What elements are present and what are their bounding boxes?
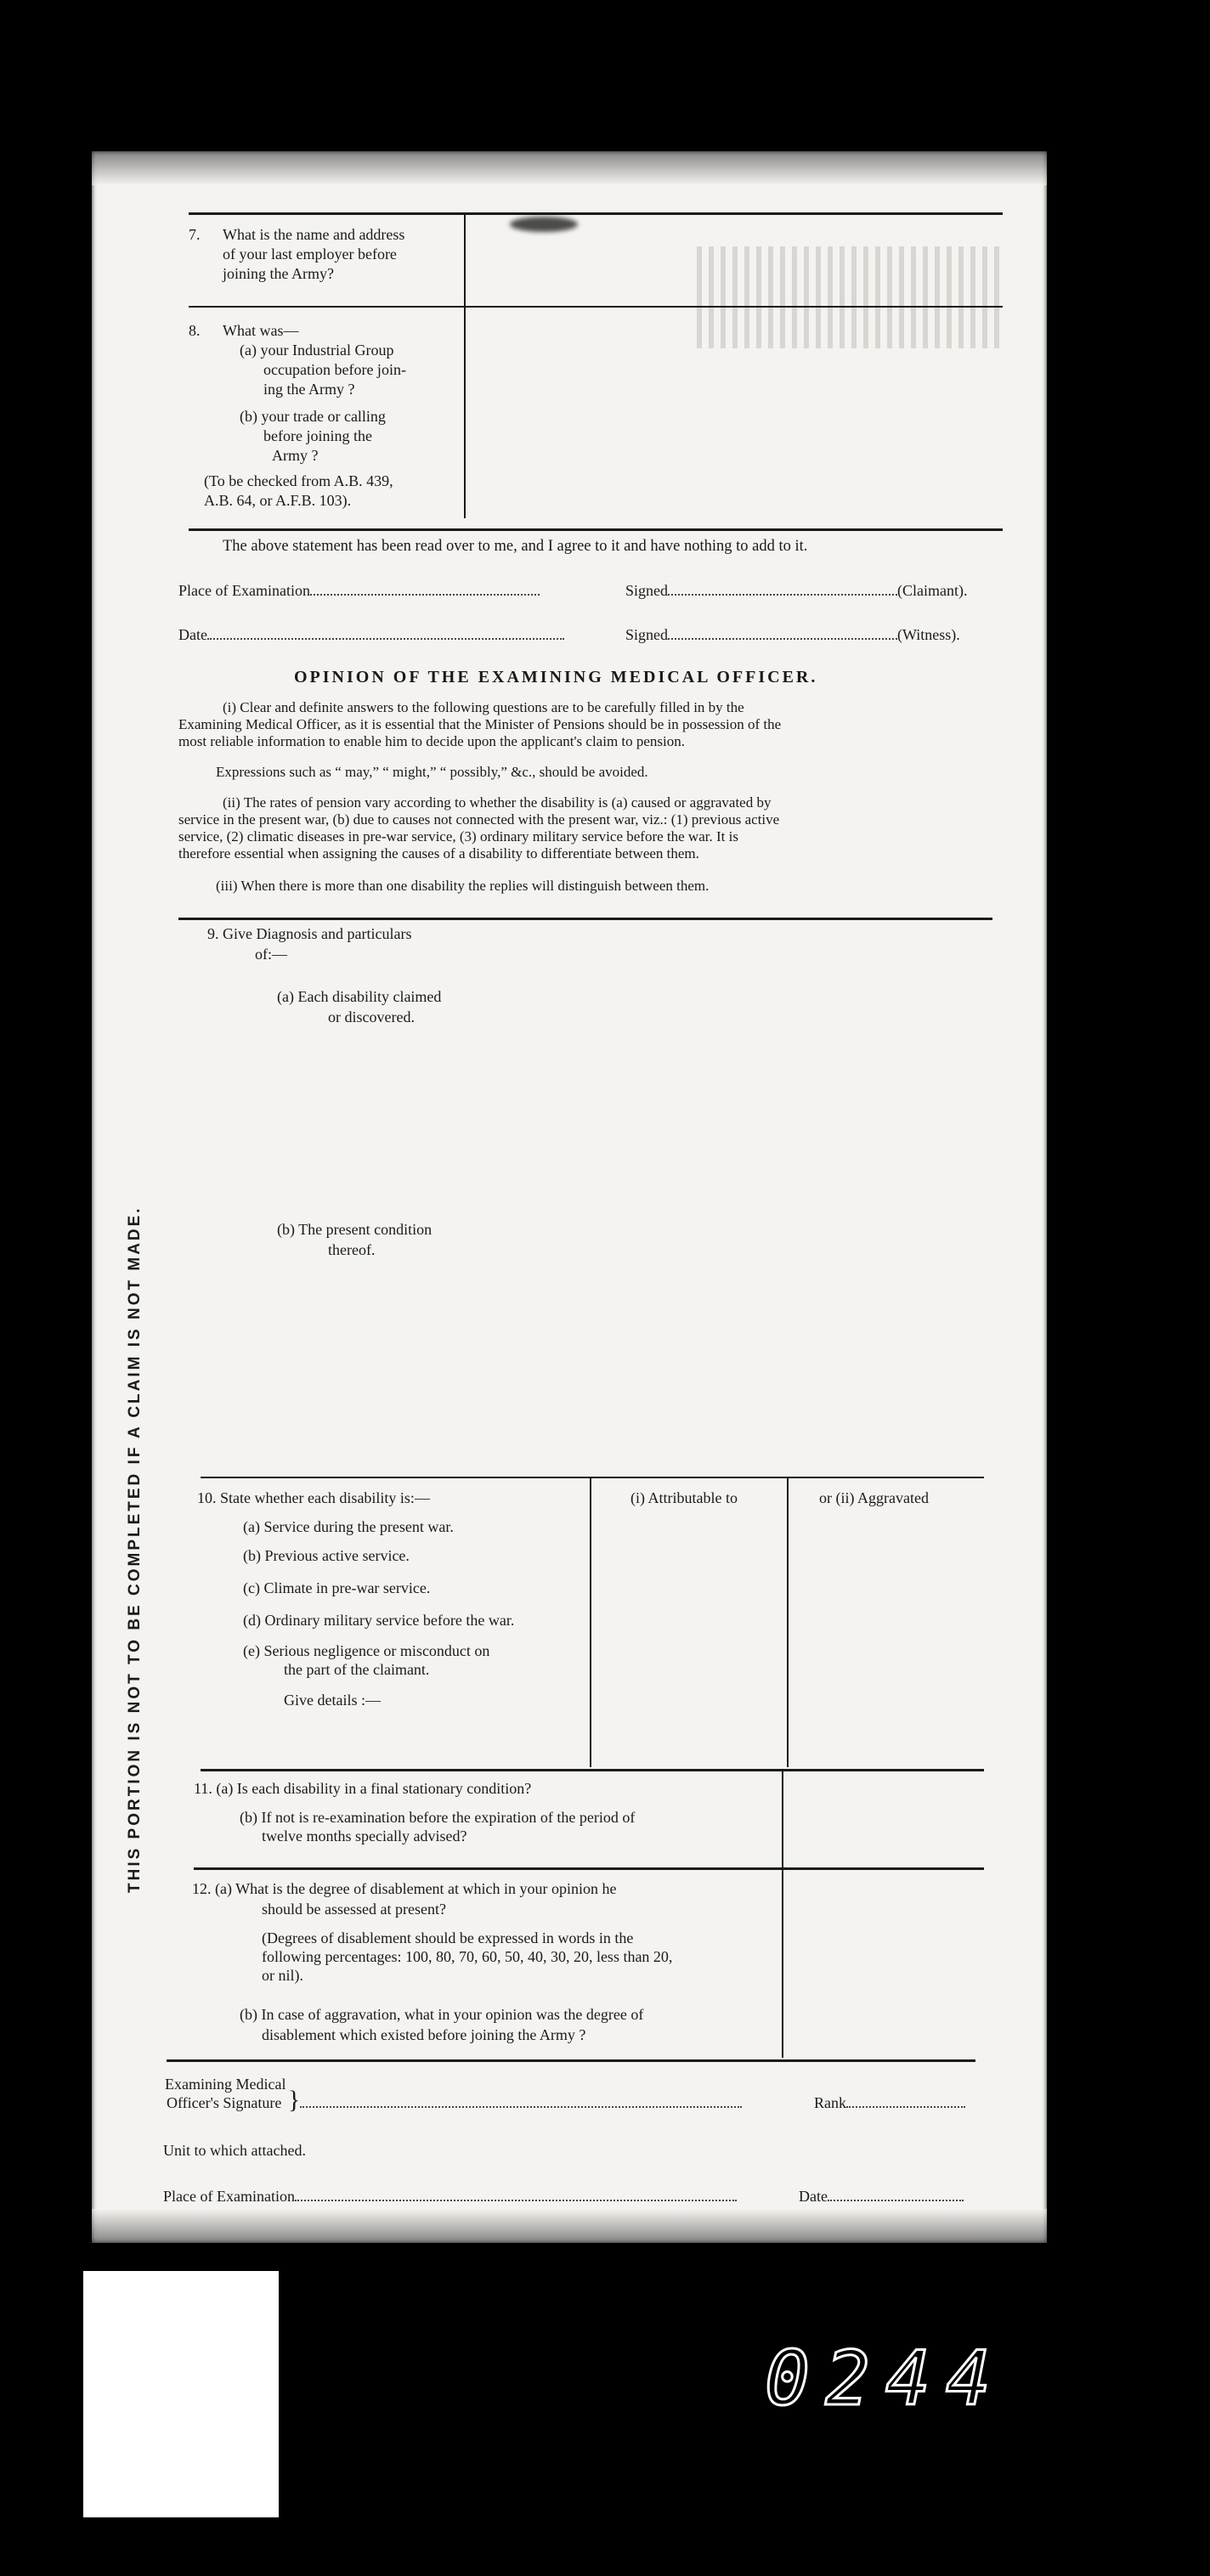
place-of-examination-label: Place of Examination	[178, 581, 540, 601]
q7-line-2: of your last employer before	[223, 246, 397, 263]
footer-place-label: Place of Examination	[163, 2187, 737, 2206]
rule	[178, 918, 992, 920]
column-divider	[464, 212, 466, 518]
q8-number: 8.	[189, 322, 201, 339]
q8-line-2: (a) your Industrial Group	[240, 342, 394, 359]
rule	[194, 1867, 984, 1870]
q7-number: 7.	[189, 226, 201, 243]
q10-item-e: (e) Serious negligence or misconduct on	[243, 1642, 490, 1659]
opinion-para-i-3: most reliable information to enable him to decide upon the applicant's claim to pension.	[178, 733, 686, 749]
q12-note-line-1: (Degrees of disablement should be expressed in words in the	[262, 1929, 634, 1946]
q10-item-d: (d) Ordinary military service before the war.	[243, 1612, 515, 1629]
q10-title: 10. State whether each disability is:—	[197, 1489, 430, 1506]
column-divider	[590, 1477, 591, 1767]
q10-item-c: (c) Climate in pre-war service.	[243, 1579, 431, 1596]
opinion-para-ii-4: therefore essential when assigning the causes of a disability to differentiate between them.	[178, 845, 699, 861]
opinion-expressions: Expressions such as “ may,” “ might,” “ possibly,” &c., should be avoided.	[216, 764, 648, 780]
q12-b-line-2: disablement which existed before joining the Army ?	[262, 2026, 586, 2043]
opinion-heading: OPINION OF THE EXAMINING MEDICAL OFFICER.	[294, 668, 818, 686]
date-label: Date	[178, 625, 564, 645]
q9-a-line-1: (a) Each disability claimed	[277, 988, 442, 1005]
q8-line-8: (To be checked from A.B. 439,	[204, 472, 393, 489]
q9-line-2: of:—	[255, 946, 287, 963]
opinion-para-ii-3: service, (2) climatic diseases in pre-war service, (3) ordinary military service before the war. It is	[178, 828, 738, 845]
opinion-para-i-2: Examining Medical Officer, as it is essential that the Minister of Pensions should be in possession of the	[178, 716, 782, 732]
q8-line-5: (b) your trade or calling	[240, 408, 386, 425]
q9-a-line-2: or discovered.	[328, 1008, 415, 1025]
q10-item-e-cont: the part of the claimant.	[284, 1661, 430, 1678]
column-divider	[782, 1769, 783, 2058]
rule	[189, 528, 1003, 531]
opinion-para-ii-2: service in the present war, (b) due to causes not connected with the present war, viz.: (1) previous active	[178, 811, 780, 828]
q8-line-3: occupation before join-	[263, 361, 406, 378]
opinion-para-iii: (iii) When there is more than one disability the replies will distinguish between them.	[216, 878, 710, 894]
q8-line-7: Army ?	[272, 447, 319, 464]
q12-a-line-1: 12. (a) What is the degree of disablement at which in your opinion he	[192, 1880, 617, 1897]
rule	[189, 306, 1003, 308]
sig-label-2: Officer's Signature }	[167, 2093, 742, 2113]
q10-item-a: (a) Service during the present war.	[243, 1518, 454, 1535]
q8-line-1: What was—	[223, 322, 299, 339]
q8-line-6: before joining the	[263, 427, 372, 444]
q7-line-3: joining the Army?	[223, 265, 334, 282]
rule	[167, 2059, 975, 2062]
q10-give-details: Give details :—	[284, 1692, 381, 1709]
faded-stamp	[697, 246, 1003, 348]
blank-card	[83, 2271, 279, 2517]
q8-line-4: ing the Army ?	[263, 381, 355, 398]
opinion-para-ii-1: (ii) The rates of pension vary according to whether the disability is (a) caused or aggravated by	[223, 794, 772, 811]
q10-col-aggravated: or (ii) Aggravated	[819, 1489, 929, 1506]
q12-note-line-2: following percentages: 100, 80, 70, 60, 50, 40, 30, 20, less than 20,	[262, 1948, 673, 1965]
q9-b-line-1: (b) The present condition	[277, 1221, 433, 1238]
q10-col-attributable: (i) Attributable to	[630, 1489, 738, 1506]
q12-a-line-2: should be assessed at present?	[262, 1901, 446, 1918]
q11-a: 11. (a) Is each disability in a final stationary condition?	[194, 1780, 532, 1797]
q8-line-9: A.B. 64, or A.F.B. 103).	[204, 492, 352, 509]
witness-signed-label: Signed (Witness).	[625, 626, 960, 643]
side-note: THIS PORTION IS NOT TO BE COMPLETED IF A CLAIM IS NOT MADE.	[126, 1206, 144, 1893]
rank-label: Rank	[814, 2093, 965, 2113]
q11-b-line-1: (b) If not is re-examination before the expiration of the period of	[240, 1809, 636, 1826]
q12-note-line-3: or nil).	[262, 1967, 303, 1984]
unit-label: Unit to which attached.	[163, 2142, 306, 2159]
page-number: 0244	[765, 2335, 1006, 2422]
q12-b-line-1: (b) In case of aggravation, what in your opinion was the degree of	[240, 2006, 644, 2023]
opinion-para-i-1: (i) Clear and definite answers to the following questions are to be carefully filled in by the	[223, 699, 744, 715]
claimant-signed-label: Signed (Claimant).	[625, 582, 968, 599]
declaration-statement: The above statement has been read over to me, and I agree to it and have nothing to add to it.	[223, 538, 808, 555]
column-divider	[787, 1477, 789, 1767]
footer-date-label: Date	[799, 2187, 964, 2206]
q9-line-1: 9. Give Diagnosis and particulars	[207, 925, 412, 942]
q11-b-line-2: twelve months specially advised?	[262, 1827, 467, 1844]
rule	[189, 212, 1003, 215]
q10-item-b: (b) Previous active service.	[243, 1547, 410, 1564]
q9-b-line-2: thereof.	[328, 1241, 376, 1258]
sig-label-1: Examining Medical	[165, 2076, 286, 2093]
rule	[201, 1769, 984, 1771]
ink-smudge	[510, 217, 578, 232]
rule	[201, 1477, 984, 1478]
q7-line-1: What is the name and address	[223, 226, 405, 243]
